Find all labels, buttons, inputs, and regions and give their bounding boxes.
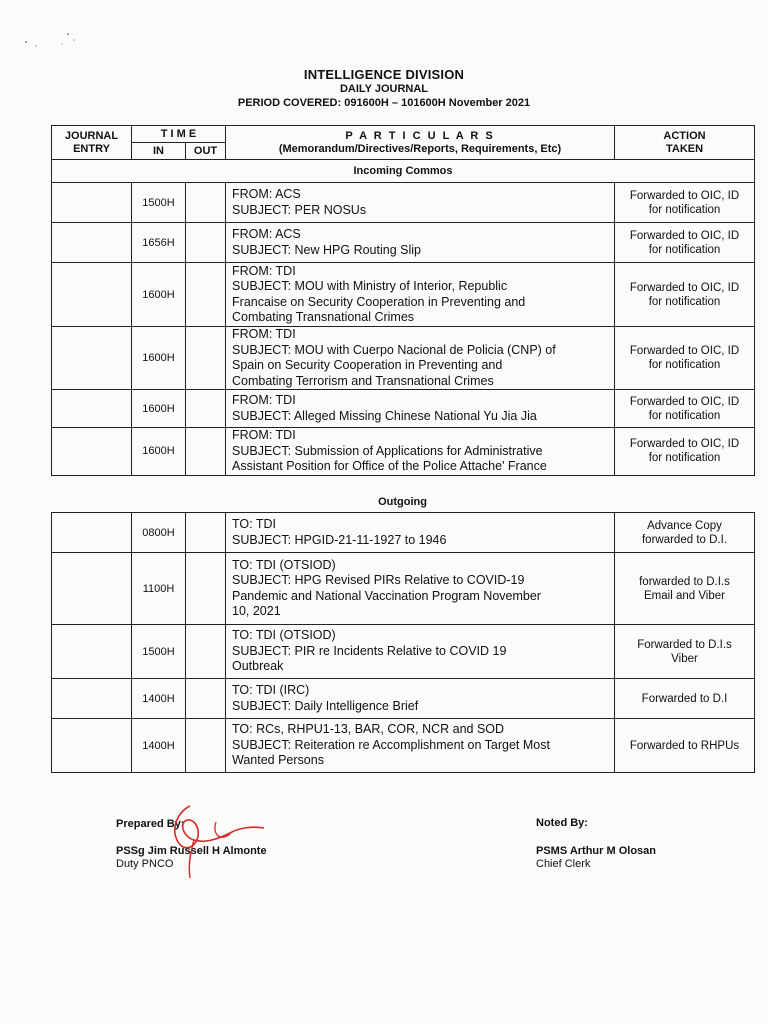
journal-entry-cell [52, 390, 132, 428]
time-in-cell: 1656H [132, 223, 186, 263]
journal-entry-header [52, 126, 132, 160]
journal-row [52, 513, 755, 553]
particulars-line: FROM: ACS [232, 227, 301, 241]
outgoing-table [51, 512, 755, 773]
particulars-cell [226, 625, 615, 679]
particulars-line: SUBJECT: PIR re Incidents Relative to COVID 19 [232, 643, 507, 658]
action-line: for notification [648, 409, 721, 422]
particulars-line: Spain on Security Cooperation in Preventing and [232, 358, 503, 372]
action-taken-cell [615, 327, 755, 390]
journal-entry-cell [52, 719, 132, 773]
particulars-line: SUBJECT: HPG Revised PIRs Relative to COVID-19 [232, 573, 525, 587]
table-header-row [52, 126, 755, 143]
particulars-header-title: P A R T I C U L A R S [345, 129, 495, 142]
journal-entry-cell [52, 327, 132, 390]
action-line: forwarded to D.I. [641, 533, 727, 546]
particulars-line: SUBJECT: Alleged Missing Chinese National Yu Jia Jia [232, 408, 537, 423]
particulars-line: SUBJECT: Submission of Applications for Administrative [232, 443, 543, 458]
action-line: for notification [648, 203, 721, 216]
action-line: for notification [648, 295, 721, 308]
journal-row [52, 263, 755, 327]
journal-row [52, 390, 755, 428]
time-out-cell [186, 183, 226, 223]
particulars-line: Francaise on Security Cooperation in Preventing and [232, 294, 526, 309]
action-taken-cell [615, 428, 755, 476]
time-out-cell [186, 327, 226, 390]
time-in-cell: 1100H [132, 553, 186, 625]
journal-row [52, 428, 755, 476]
time-in-cell: 1600H [132, 263, 186, 327]
action-line: Forwarded to OIC, ID [629, 281, 740, 294]
time-out-cell [186, 679, 226, 719]
journal-row [52, 625, 755, 679]
action-line: Forwarded to D.I [641, 692, 728, 705]
particulars-line: TO: TDI (IRC) [232, 683, 310, 697]
incoming-section-title: Incoming Commos [52, 160, 755, 183]
particulars-line: Combating Transnational Crimes [232, 310, 415, 324]
particulars-line: SUBJECT: Reiteration re Accomplishment on Target Most [232, 737, 550, 752]
action-taken-cell [615, 390, 755, 428]
journal-header-line2: ENTRY [73, 142, 110, 155]
journal-entry-cell [52, 183, 132, 223]
particulars-cell [226, 390, 615, 428]
time-in-cell: 1400H [132, 719, 186, 773]
particulars-line: TO: TDI (OTSIOD) [232, 628, 336, 643]
action-taken-cell [615, 625, 755, 679]
incoming-rows [52, 183, 755, 476]
journal-entry-cell [52, 263, 132, 327]
particulars-line: TO: RCs, RHPU1-13, BAR, COR, NCR and SOD [232, 722, 505, 737]
journal-header-line1: JOURNAL [64, 129, 119, 142]
action-line: Advance Copy [647, 519, 722, 532]
journal-entry-cell [52, 513, 132, 553]
action-line: Viber [671, 652, 698, 665]
action-taken-cell [615, 553, 755, 625]
particulars-line: SUBJECT: Daily Intelligence Brief [232, 698, 419, 713]
particulars-line: SUBJECT: MOU with Ministry of Interior, Republic [232, 279, 508, 293]
noted-by-name: PSMS Arthur M Olosan [536, 845, 656, 857]
action-taken-cell [615, 719, 755, 773]
action-header [615, 126, 755, 160]
action-line: Forwarded to OIC, ID [629, 229, 740, 242]
particulars-line: SUBJECT: HPGID-21-11-1927 to 1946 [232, 532, 447, 547]
action-line: for notification [648, 359, 721, 371]
time-out-cell [186, 553, 226, 625]
particulars-cell [226, 679, 615, 719]
particulars-cell [226, 327, 615, 390]
action-taken-cell [615, 513, 755, 553]
prepared-by-label: Prepared By: [116, 818, 185, 830]
incoming-table [51, 125, 755, 476]
particulars-cell [226, 513, 615, 553]
time-in-cell: 0800H [132, 513, 186, 553]
particulars-line: FROM: TDI [232, 327, 296, 341]
action-taken-cell [615, 223, 755, 263]
time-in-cell: 1600H [132, 327, 186, 390]
time-in-cell: 1500H [132, 625, 186, 679]
journal-entry-cell [52, 553, 132, 625]
action-line: forwarded to D.I.s [639, 575, 730, 588]
particulars-cell [226, 719, 615, 773]
particulars-line: Wanted Persons [232, 753, 324, 768]
noted-by-label: Noted By: [536, 817, 588, 829]
time-in-cell: 1400H [132, 679, 186, 719]
action-line: Forwarded to OIC, ID [629, 438, 740, 451]
particulars-cell [226, 263, 615, 327]
outgoing-rows [52, 513, 755, 773]
journal-row [52, 183, 755, 223]
action-line: Forwarded to D.I.s [637, 638, 732, 651]
action-line: for notification [648, 452, 721, 465]
action-line: for notification [648, 243, 721, 256]
scan-specks [22, 28, 82, 52]
journal-row [52, 679, 755, 719]
time-out-cell [186, 513, 226, 553]
time-in-cell: 1600H [132, 390, 186, 428]
action-line: Forwarded to OIC, ID [629, 189, 740, 202]
journal-entry-cell [52, 625, 132, 679]
action-taken-cell [615, 679, 755, 719]
journal-entry-cell [52, 679, 132, 719]
time-in-cell: 1500H [132, 183, 186, 223]
particulars-line: 10, 2021 [232, 604, 281, 618]
time-out-cell [186, 263, 226, 327]
particulars-line: TO: TDI [232, 517, 276, 531]
period-covered: PERIOD COVERED: 091600H – 101600H November 2021 [237, 97, 531, 109]
journal-entry-cell [52, 428, 132, 476]
noted-by-position: Chief Clerk [536, 858, 591, 870]
action-taken-cell [615, 263, 755, 327]
time-out-cell [186, 428, 226, 476]
journal-row [52, 553, 755, 625]
action-header-line2: TAKEN [665, 142, 704, 155]
particulars-cell [226, 183, 615, 223]
particulars-cell [226, 553, 615, 625]
action-taken-cell [615, 183, 755, 223]
particulars-cell [226, 223, 615, 263]
particulars-line: FROM: ACS [232, 187, 301, 201]
journal-row [52, 327, 755, 390]
particulars-line: Pandemic and National Vaccination Program November [232, 588, 541, 603]
particulars-line: FROM: TDI [232, 428, 296, 442]
particulars-line: FROM: TDI [232, 393, 296, 407]
time-out-cell [186, 625, 226, 679]
particulars-cell [226, 428, 615, 476]
time-out-header: OUT [186, 143, 226, 160]
particulars-line: Combating Terrorism and Transnational Crimes [232, 373, 494, 388]
action-line: Forwarded to RHPUs [629, 739, 740, 752]
incoming-section-row [52, 160, 755, 183]
time-out-cell [186, 390, 226, 428]
division-title: INTELLIGENCE DIVISION [303, 67, 465, 82]
time-out-cell [186, 719, 226, 773]
time-in-header: IN [132, 143, 186, 160]
time-out-cell [186, 223, 226, 263]
particulars-header [226, 126, 615, 160]
journal-entry-cell [52, 223, 132, 263]
action-line: Forwarded to OIC, ID [629, 395, 740, 408]
journal-row [52, 719, 755, 773]
particulars-line: TO: TDI (OTSIOD) [232, 557, 336, 572]
particulars-line: FROM: TDI [232, 263, 296, 278]
particulars-line: SUBJECT: New HPG Routing Slip [232, 242, 421, 257]
journal-subtitle: DAILY JOURNAL [339, 83, 429, 95]
handwritten-signature [160, 798, 270, 880]
prepared-by-name: PSSg Jim Russell H Almonte [116, 845, 267, 857]
particulars-line: Outbreak [232, 659, 284, 674]
particulars-line: SUBJECT: MOU with Cuerpo Nacional de Policia (CNP) of [232, 342, 556, 357]
action-line: Forwarded to OIC, ID [629, 345, 740, 357]
particulars-line: SUBJECT: PER NOSUs [232, 202, 367, 217]
action-header-line1: ACTION [663, 129, 706, 142]
outgoing-section-title: Outgoing [378, 496, 427, 508]
time-in-cell: 1600H [132, 428, 186, 476]
action-line: Email and Viber [644, 589, 725, 602]
particulars-header-sub: (Memorandum/Directives/Reports, Requirements, Etc) [278, 142, 562, 155]
journal-row [52, 223, 755, 263]
particulars-line: Assistant Position for Office of the Police Attache' France [232, 459, 547, 473]
time-header: T I M E [132, 126, 226, 143]
prepared-by-position: Duty PNCO [116, 858, 174, 870]
